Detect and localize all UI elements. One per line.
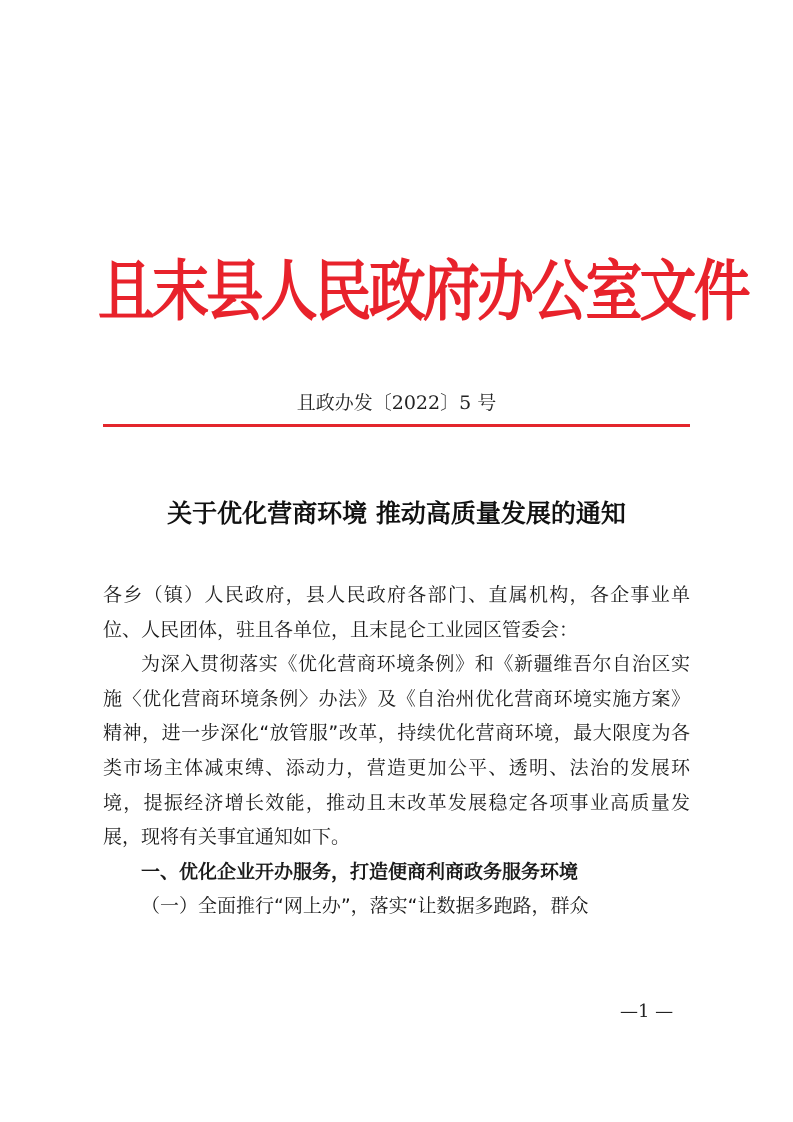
document-title: 关于优化营商环境 推动高质量发展的通知	[167, 499, 626, 528]
document-number: 且政办发〔2022〕5 号	[296, 392, 497, 414]
red-separator-line	[103, 424, 690, 427]
section-heading: 一、优化企业开办服务，打造便商利商政务服务环境	[141, 860, 579, 883]
addressee: 各乡（镇）人民政府，县人民政府各部门、直属机构，各企事业单位、人民团体，驻且各单位，且末昆仑工业园区管委会：	[103, 584, 690, 641]
body-paragraph: 为深入贯彻落实《优化营商环境条例》和《新疆维吾尔自治区实施〈优化营商环境条例〉办法》及《自治州优化营商环境实施方案》精神，进一步深化“放管服”改革，持续优化营商环境，最大限度为各类市场主体减束缚、添动力，营造更加公平、透明、法治的发展环境，提振经济增长效能，推动且末改革发展稳定各项事业高质量发展，现将有关事宜通知如下。	[103, 653, 690, 849]
document-body	[103, 578, 690, 924]
page-number: —1 —	[620, 1001, 674, 1022]
document-masthead: 且末县人民政府办公室文件	[98, 253, 748, 331]
subsection-paragraph: （一）全面推行“网上办”，落实“让数据多跑路，群众	[141, 895, 589, 918]
